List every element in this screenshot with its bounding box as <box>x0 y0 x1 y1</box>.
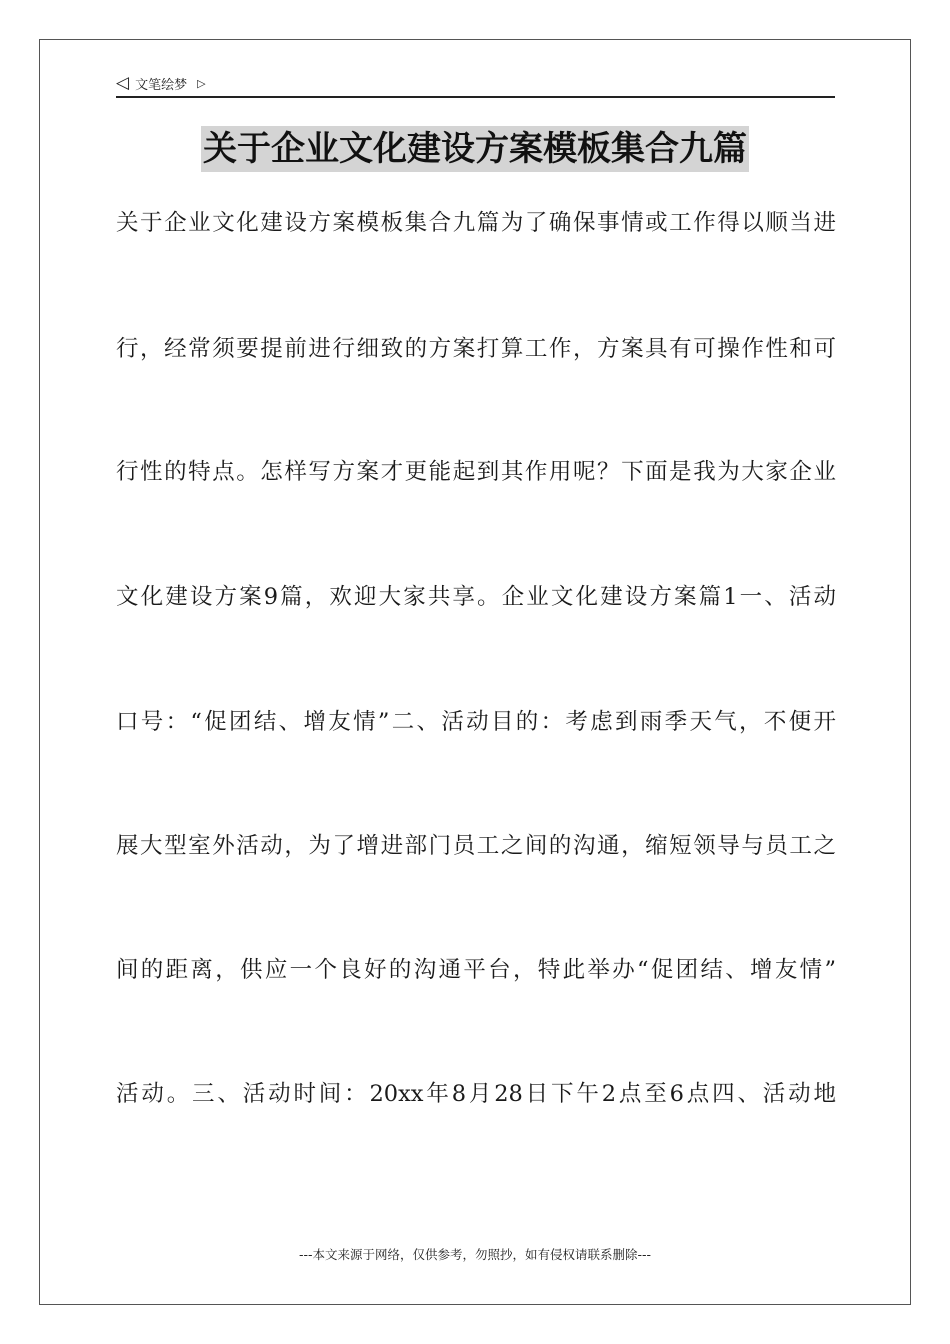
body-line: 展大型室外活动，为了增进部门员工之间的沟通，缩短领导与员工之 <box>116 833 836 859</box>
footer-disclaimer: ---本文来源于网络，仅供参考，勿照抄，如有侵权请联系删除--- <box>298 1247 652 1262</box>
body-line: 活动。三、活动时间：20xx年8月28日下午2点至6点四、活动地 <box>116 1081 836 1107</box>
triangle-left-icon: ◁ <box>116 73 130 93</box>
body-line: 口号：“促团结、增友情”二、活动目的：考虑到雨季天气，不便开 <box>116 709 836 735</box>
brand <box>116 74 206 93</box>
triangle-right-icon: ▷ <box>197 77 206 90</box>
body-line: 间的距离，供应一个良好的沟通平台，特此举办“促团结、增友情” <box>116 957 836 983</box>
page-header <box>116 72 835 98</box>
body-line: 行性的特点。怎样写方案才更能起到其作用呢？下面是我为大家企业 <box>116 459 836 485</box>
body-line: 关于企业文化建设方案模板集合九篇为了确保事情或工作得以顺当进 <box>116 210 836 236</box>
document-title: 关于企业文化建设方案模板集合九篇 <box>201 126 749 172</box>
body-line: 行，经常须要提前进行细致的方案打算工作，方案具有可操作性和可 <box>116 336 836 362</box>
title-container <box>0 126 950 172</box>
body-line: 文化建设方案9篇，欢迎大家共享。企业文化建设方案篇1一、活动 <box>116 584 836 610</box>
brand-label: 文笔绘梦 <box>135 78 188 93</box>
